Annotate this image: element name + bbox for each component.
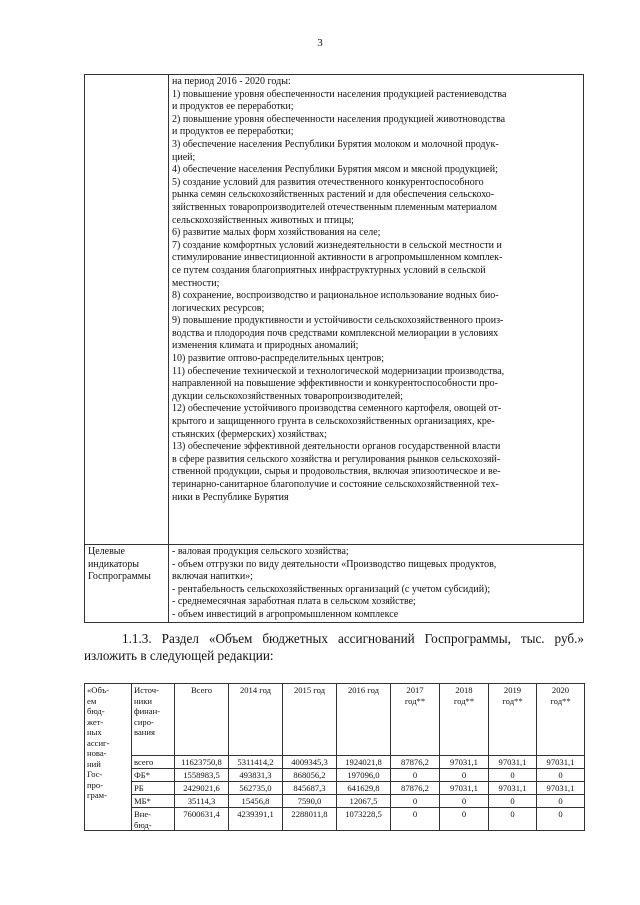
goals-text-cell: [169, 75, 584, 545]
value-cell: 4239391,1: [229, 808, 283, 831]
goal-text-line: на период 2016 - 2020 годы:: [172, 76, 291, 87]
value-cell: 0: [391, 808, 440, 831]
header-year: 2019: [503, 685, 522, 695]
budget-row-rb: [85, 782, 585, 795]
source-cell: ФБ*: [132, 769, 175, 782]
header-year-suffix: год**: [404, 695, 426, 706]
indicators-label-line: Целевые: [88, 546, 125, 557]
value-cell: 0: [537, 769, 585, 782]
value-cell: 12067,5: [337, 795, 391, 808]
source-cell: МБ*: [132, 795, 175, 808]
indicators-label-cell: [85, 545, 169, 623]
value-cell: 197096,0: [337, 769, 391, 782]
goal-text-line: водства и плодородия почв средствами комплексной мелиорации в условиях: [172, 327, 499, 339]
indicator-line: включая напитки»;: [172, 571, 253, 583]
header-year: 2018: [455, 685, 473, 695]
value-cell: 5311414,2: [229, 756, 283, 769]
value-cell: 7600631,4: [175, 808, 229, 831]
header-2015: 2015 год: [283, 684, 337, 756]
goal-text-line: изменения климата и природных аномалий;: [172, 340, 359, 352]
goal-text-line: се путем создания благоприятных инфраструктурных условий в сельской: [172, 264, 486, 276]
header-year: 2017: [406, 685, 424, 695]
source-header-line: Источ-: [134, 685, 159, 695]
goal-text-line: стимулирование инвестиционной активности в агропромышленном комплек-: [172, 252, 503, 264]
goal-text-line: 8) сохранение, воспроизводство и рациональное использование водных био-: [172, 290, 499, 302]
goal-text-line: 5) создание условий для развития отечественного конкурентоспособного: [172, 176, 484, 188]
goal-text-line: 13) обеспечение эффективной деятельности органов государственной власти: [172, 441, 501, 453]
value-cell: 0: [440, 795, 489, 808]
goal-text-line: стьянских (фермерских) хозяйствах;: [172, 428, 327, 440]
goal-text-line: и продуктов ее переработки;: [172, 126, 294, 138]
value-cell: 868056,2: [283, 769, 337, 782]
value-cell: 0: [391, 795, 440, 808]
value-cell: 97031,1: [489, 756, 537, 769]
source-line: Вне-: [134, 809, 152, 819]
budget-row-fb: [85, 769, 585, 782]
goal-text-line: крытого и защищенного грунта в сельскохозяйственных организациях, кре-: [172, 416, 495, 428]
budget-label-line: «Объ-: [87, 685, 109, 695]
value-cell: 97031,1: [537, 782, 585, 795]
indicator-line: - валовая продукция сельского хозяйства;: [172, 546, 349, 557]
source-header-line: ники: [134, 695, 152, 706]
source-header-cell: [132, 684, 175, 756]
header-year-suffix: год**: [502, 695, 523, 706]
value-cell: 1558983,5: [175, 769, 229, 782]
goal-text-line: дукции сельскохозяйственных товаропроизводителей;: [172, 390, 404, 402]
value-cell: 0: [537, 795, 585, 808]
goal-text-line: 12) обеспечение устойчивого производства семенного картофеля, овощей от-: [172, 403, 502, 415]
goal-text-line: и продуктов ее переработки;: [172, 101, 294, 113]
budget-row-total: [85, 756, 585, 769]
header-total: Всего: [175, 684, 229, 756]
value-cell: 15456,8: [229, 795, 283, 808]
budget-label-line: грам-: [87, 790, 107, 800]
indicators-label-line: индикаторы: [88, 558, 139, 570]
goal-text-line: 9) повышение продуктивности и устойчивости сельскохозяйственного произ-: [172, 315, 504, 327]
goal-text-line: ники в Республике Бурятия: [172, 491, 289, 503]
goal-text-line: 1) повышение уровня обеспеченности населения продукцией растениеводства: [172, 88, 507, 100]
source-header-line: финан-: [134, 706, 161, 716]
section-paragraph: 1.1.3. Раздел «Объем бюджетных ассигнований Госпрограммы, тыс. руб.» изложить в следующей редакции:: [84, 631, 584, 663]
goal-text-line: 2) повышение уровня обеспеченности населения продукцией животноводства: [172, 113, 506, 125]
value-cell: 0: [440, 808, 489, 831]
value-cell: 97031,1: [537, 756, 585, 769]
budget-row-offbudget: [85, 808, 585, 831]
goal-text-line: местности;: [172, 277, 220, 289]
indicator-line: - среднемесячная заработная плата в сельском хозяйстве;: [172, 596, 416, 608]
source-header-line: сиро-: [134, 716, 154, 727]
indicator-line: - объем отгрузки по виду деятельности «Производство пищевых продуктов,: [172, 558, 497, 570]
value-cell: 97031,1: [489, 782, 537, 795]
budget-table: [84, 683, 585, 831]
header-year: 2020: [551, 685, 570, 695]
value-cell: 97031,1: [440, 782, 489, 795]
header-2020: [537, 684, 585, 756]
goal-text-line: ственной продукции, сырья и продовольствия, включая эпизоотическое и ве-: [172, 466, 501, 478]
value-cell: 97031,1: [440, 756, 489, 769]
budget-label-line: бюд-: [87, 706, 105, 716]
budget-section-label-cell: [85, 684, 132, 831]
indicators-label-line: Госпрограммы: [88, 571, 151, 583]
source-line: бюд-: [134, 819, 152, 830]
goals-row: [85, 75, 584, 545]
source-cell: всего: [132, 756, 175, 769]
header-year-suffix: год**: [550, 695, 571, 706]
goal-text-line: теринарно-санитарное благополучие и состояние сельскохозяйственной тех-: [172, 479, 499, 490]
value-cell: 0: [391, 769, 440, 782]
budget-label-line: про-: [87, 779, 104, 790]
value-cell: 0: [489, 808, 537, 831]
source-header-line: вания: [134, 727, 155, 737]
goal-text-line: направленной на повышение эффективности и конкурентоспособности про-: [172, 378, 498, 390]
value-cell: 87876,2: [391, 756, 440, 769]
budget-label-line: жет-: [87, 716, 104, 727]
value-cell: 493831,3: [229, 769, 283, 782]
page-number: 3: [317, 37, 323, 49]
value-cell: 7590,0: [283, 795, 337, 808]
goal-text-line: 6) развитие малых форм хозяйствования на селе;: [172, 227, 381, 239]
value-cell: 2429021,6: [175, 782, 229, 795]
value-cell: 87876,2: [391, 782, 440, 795]
budget-label-line: ем: [87, 695, 97, 706]
goal-text-line: 11) обеспечение технической и технологической модернизации производства,: [172, 365, 505, 377]
value-cell: 35114,3: [175, 795, 229, 808]
budget-label-line: Гос-: [87, 769, 103, 779]
value-cell: 11623750,8: [175, 756, 229, 769]
indicators-row: [85, 545, 584, 623]
source-cell: [132, 808, 175, 831]
goals-label-cell: [85, 75, 169, 545]
value-cell: 0: [537, 808, 585, 831]
goal-text-line: 10) развитие оптово-распределительных центров;: [172, 353, 384, 365]
value-cell: 0: [440, 769, 489, 782]
value-cell: 562735,0: [229, 782, 283, 795]
header-2019: [489, 684, 537, 756]
budget-label-line: ных: [87, 727, 102, 737]
budget-label-line: ний: [87, 758, 101, 769]
indicators-text-cell: [169, 545, 584, 623]
header-2017: [391, 684, 440, 756]
budget-header-row: [85, 684, 585, 756]
value-cell: 1924021,8: [337, 756, 391, 769]
budget-label-line: нова-: [87, 748, 107, 758]
goal-text-line: цией;: [172, 151, 196, 163]
goal-text-line: логических ресурсов;: [172, 302, 265, 314]
header-2016: 2016 год: [337, 684, 391, 756]
goal-text-line: 4) обеспечение населения Республики Бурятия мясом и мясной продукцией;: [172, 164, 498, 176]
goal-text-line: 7) создание комфортных условий жизнедеятельности в сельской местности и: [172, 239, 502, 251]
goal-text-line: зяйственных товаропроизводителей отечественным племенным материалом: [172, 201, 497, 213]
goal-text-line: 3) обеспечение населения Республики Бурятия молоком и молочной продук-: [172, 138, 499, 150]
value-cell: 641629,8: [337, 782, 391, 795]
goal-text-line: сельскохозяйственных животных и птицы;: [172, 214, 354, 226]
budget-row-mb: [85, 795, 585, 808]
value-cell: 0: [489, 769, 537, 782]
indicator-line: - рентабельность сельскохозяйственных организаций (с учетом субсидий);: [172, 583, 491, 595]
value-cell: 845687,3: [283, 782, 337, 795]
header-year-suffix: год**: [453, 695, 475, 706]
value-cell: 0: [489, 795, 537, 808]
goals-table: [84, 74, 584, 623]
value-cell: 1073228,5: [337, 808, 391, 831]
budget-label-line: ассиг-: [87, 737, 110, 748]
indicator-line: - объем инвестиций в агропромышленном комплексе: [172, 608, 399, 620]
goal-text-line: рынка семян сельскохозяйственных растений и для обеспечения сельскохо-: [172, 189, 495, 201]
header-2018: [440, 684, 489, 756]
header-2014: 2014 год: [229, 684, 283, 756]
value-cell: 4009345,3: [283, 756, 337, 769]
source-cell: РБ: [132, 782, 175, 795]
value-cell: 2288011,8: [283, 808, 337, 831]
goal-text-line: в сфере развития сельского хозяйства и регулирования рынков сельскохозяй-: [172, 453, 501, 465]
